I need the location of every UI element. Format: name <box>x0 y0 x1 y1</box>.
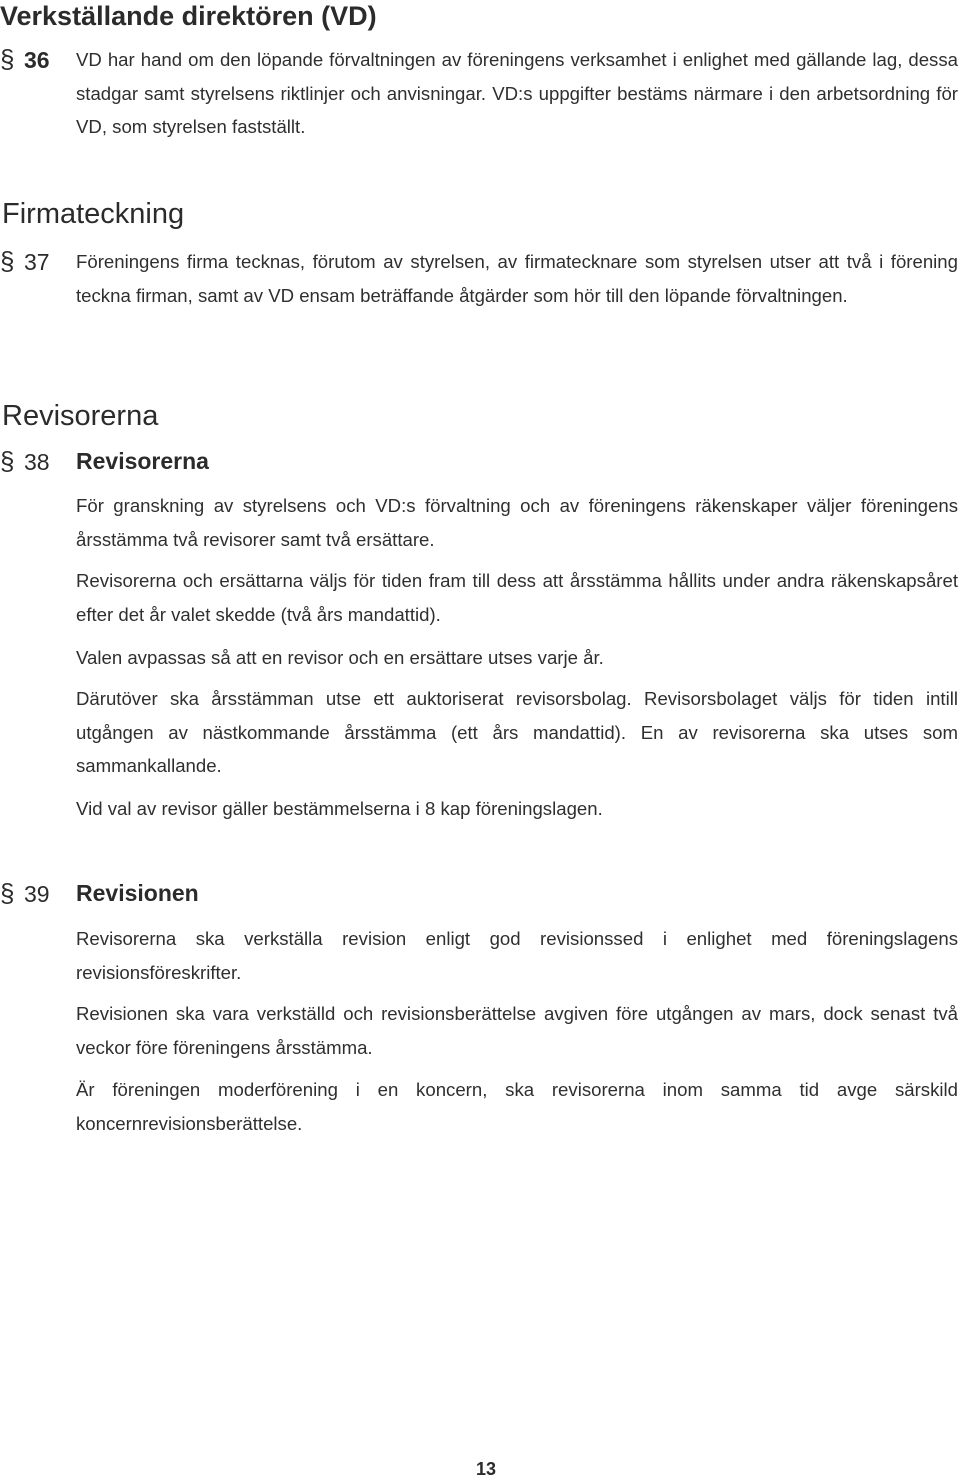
section-symbol: § <box>0 246 15 276</box>
paragraph-text: Därutöver ska årsstämman utse ett auktoriserat revisorsbolag. Revisorsbolaget väljs för tiden intill utgången av nästkommande årsstämma (ett års mandattid). En av revisorerna ska utses som sammankallande. <box>76 688 958 776</box>
section-subheading: Revisionen <box>76 880 199 906</box>
paragraph-text: Föreningens firma tecknas, förutom av styrelsen, av firmatecknare som styrelsen utser att två i förening teckna firman, samt av VD ensam beträffande åtgärder som hör till den löpande förvaltningen. <box>76 251 958 306</box>
page-number: 13 <box>475 1459 497 1479</box>
section-symbol: § <box>0 44 15 74</box>
paragraph-text: Vid val av revisor gäller bestämmelserna i 8 kap föreningslagen. <box>76 798 603 819</box>
section-number: § 36 <box>0 44 50 74</box>
paragraph-text: Revisorerna ska verkställa revision enligt god revisionssed i enlighet med föreningslagens revisionsföreskrifter. <box>76 928 958 983</box>
heading-revisorerna: Revisorerna <box>2 400 159 432</box>
section-symbol: § <box>0 878 15 908</box>
paragraph-text: För granskning av styrelsens och VD:s förvaltning och av föreningens räkenskaper väljer föreningens årsstämma två revisorer samt två ersättare. <box>76 495 958 550</box>
paragraph-text: Valen avpassas så att en revisor och en ersättare utses varje år. <box>76 647 604 668</box>
section-number: § 38 <box>0 446 50 476</box>
section-subheading: Revisorerna <box>76 448 209 474</box>
heading-firmateckning: Firmateckning <box>2 198 185 230</box>
section-number: § 37 <box>0 246 50 276</box>
heading-vd: Verkställande direktören (VD) <box>0 1 377 31</box>
paragraph-text: Revisionen ska vara verkställd och revisionsberättelse avgiven före utgången av mars, dock senast två veckor före föreningens årsstämma. <box>76 1003 958 1058</box>
paragraph-text: VD har hand om den löpande förvaltningen av föreningens verksamhet i enlighet med gällande lag, dessa stadgar samt styrelsens riktlinjer och anvisningar. VD:s uppgifter bestäms närmare i den arbetsordning för VD, som styrelsen fastställt. <box>76 49 958 137</box>
paragraph-text: Är föreningen moderförening i en koncern, ska revisorerna inom samma tid avge särskild koncernrevisionsberättelse. <box>76 1079 958 1134</box>
section-symbol: § <box>0 446 15 476</box>
paragraph-text: Revisorerna och ersättarna väljs för tiden fram till dess att årsstämma hållits under andra räkenskapsåret efter det år valet skedde (två års mandattid). <box>76 570 958 625</box>
section-number: § 39 <box>0 878 50 908</box>
